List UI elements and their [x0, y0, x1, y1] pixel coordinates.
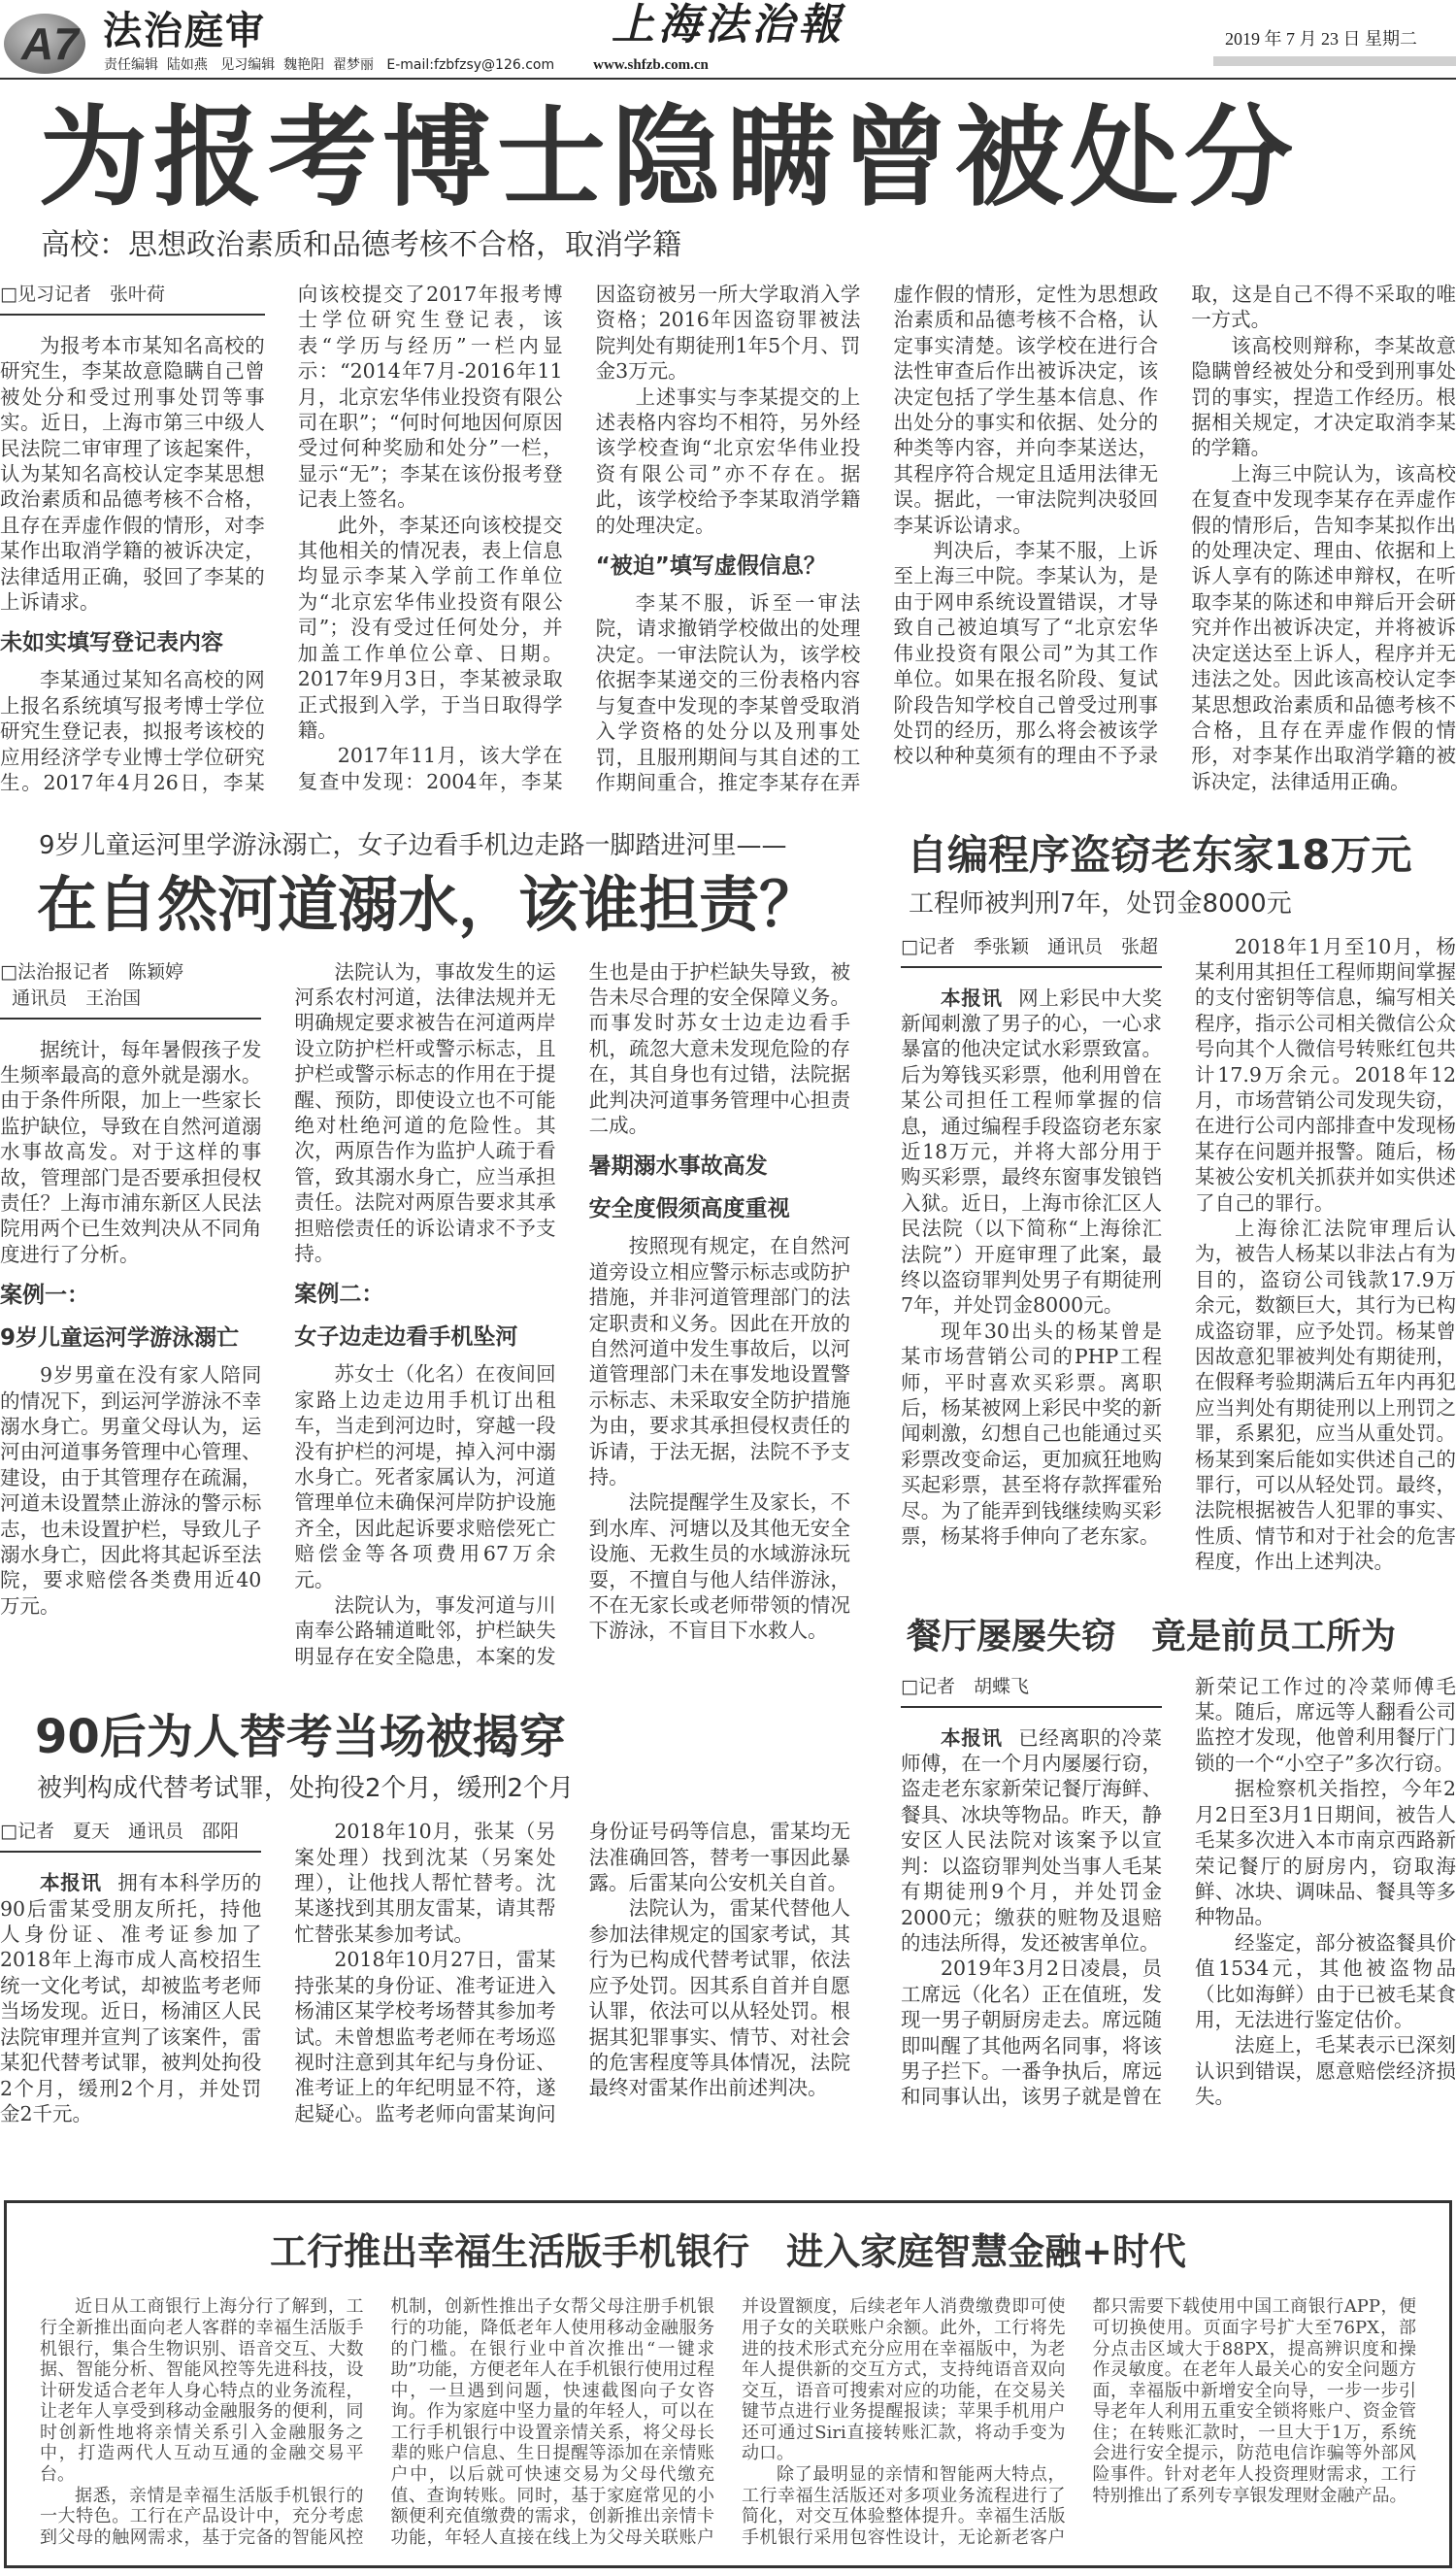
right-column: [901, 829, 1456, 2149]
drowning-kicker: 9岁儿童运河里学游泳溺亡，女子边看手机边走路一脚踏进河里——: [39, 830, 787, 860]
paragraph: [1195, 1930, 1456, 2033]
paragraph: [0, 333, 265, 615]
paragraph-text: 已经离职的冷菜师傅，在一个月内屡屡行窃，盗走老东家新荣记餐厅海鲜、餐具、冰块等物品。昨天，静安区人民法院对该案予以宣判：以盗窃罪判处当事人毛某有期徒刑9个月，并处罚金2000元；缴获的赃物及退赔的违法所得，发还被害单位。: [901, 1725, 1162, 1955]
proxy-exam-article-body: [0, 1819, 850, 2126]
byline-line: 通讯员 王治国: [0, 987, 142, 1009]
paragraph: [1195, 2032, 1456, 2109]
theft-article: [901, 829, 1456, 1575]
theft-subtitle: 工程师被判刑7年，处罚金8000元: [909, 888, 1292, 919]
byline-line: □记者 胡蝶飞: [901, 1675, 1029, 1697]
paragraph-text: 为报考本市某知名高校的研究生，李某故意隐瞒自己曾被处分和受过刑事处罚等事实。近日，上海市第三中级人民法院二审审理了该起案件，认为某知名高校认定李某思想政治素质和品德考核不合格，且存在弄虚作假的情形，对李某作出取消学籍的被诉决定，法律适用正确，驳回了李某的上诉请求。: [0, 334, 265, 615]
paragraph-text: 经鉴定，部分被盗餐具价值1534元，其他被盗物品（比如海鲜）由于已被毛某食用，无法进行鉴定估价。: [1195, 1930, 1456, 2031]
paragraph: [294, 1819, 555, 1947]
restaurant-headline: 餐厅屡屡失窃 竟是前员工所为: [907, 1616, 1397, 1656]
paragraph: [901, 1319, 1162, 1550]
section-title: 法治庭审: [103, 9, 266, 53]
theft-article-body: [901, 934, 1456, 1575]
proxy-exam-article: [0, 1708, 850, 2126]
byline: [0, 959, 261, 1020]
bank-article-body: [40, 2296, 1416, 2548]
paragraph-text: 网上彩民中大奖新闻刺激了男子的心，一心求暴富的他决定试水彩票致富。后为筹钱买彩票，他利用曾在某公司担任工程师掌握的信息，通过编程手段盗窃老东家近18万元，并将大部分用于购买彩票，最终东窗事发锒铛入狱。近日，上海市徐汇区人民法院（以下简称“上海徐汇法院”）开庭审理了此案，最终以盗窃罪判处男子有期徒刑7年，并处罚金8000元。: [901, 986, 1162, 1318]
middle-section: [0, 829, 1456, 2166]
paragraph-text: 法院认为，事发河道与川南奉公路辅道毗邻，护栏缺失明显存在安全隐患，本案的发生也是由于护栏缺失导致，被告未尽合理的安全保障义务。而事发时苏女士边走边看手机，疏忽大意未发现危险的存在，其自身也有过错，法院据此判决河道事务管理中心担责二成。: [294, 959, 850, 1668]
paragraph-text: 据悉，亲情是幸福生活版手机银行的一大特色。工行在产品设计中，充分考虑到父母的触网需求，基于完备的智能风控机制，创新性推出子女帮父母注册手机银行的功能，降低老年人使用移动金融服务的门槛。在银行业中首次推出“一键求助”功能，方便老年人在手机银行使用过程中，一旦遇到问题，快速截图向子女咨询。作为家庭中坚力量的年轻人，可以在工行手机银行中设置亲情关系，将父母长辈的账户信息、生日提醒等添加在亲情账户中，以后就可快速交易为父母代缴充值、查询转账。同时，基于家庭常见的小额便利充值缴费的需求，创新推出亲情卡功能，年轻人直接在线上为父母关联账户并设置额度，后续老年人消费缴费即可使用子女的关联账户余额。此外，工行将先进的技术形式充分应用在幸福版中，为老年人提供新的交互方式，支持纯语音双向交互，语音可搜索对应的功能，在交易关键节点进行业务提醒报读；苹果手机用户还可通过Siri直接转账汇款，将动手变为动口。: [40, 2296, 1066, 2548]
paragraph-text: 据检察机关指控，今年2月2日至3月1日期间，被告人毛某多次进入本市南京西路新荣记餐厅的厨房内，窃取海鲜、冰块、调味品、餐具等多种物品。: [1195, 1777, 1456, 1929]
drowning-headline: 在自然河道溺水，该谁担责？: [37, 868, 820, 940]
subheading: [589, 1152, 850, 1181]
paragraph: [1195, 934, 1456, 1216]
subheading: [0, 628, 265, 657]
paragraph-text: 该高校则辩称，李某故意隐瞒曾经被处分和受到刑事处罚的事实，捏造工作经历。根据相关规定，才决定取消李某的学籍。: [1191, 333, 1456, 460]
paragraph-text: 据统计，每年暑假孩子发生频率最高的意外就是溺水。由于条件所限，加上一些家长监护缺位，导致在自然河道溺水事故高发。对于这样的事故，管理部门是否要承担侵权责任？上海市浦东新区人民法院用两个已生效判决从不同角度进行了分析。: [0, 1037, 262, 1266]
byline-line: □记者 夏天 通讯员 邵阳: [0, 1821, 239, 1843]
paragraph-text: 2018年10月，张某（另案处理）找到沈某（另案处理），让他找人帮忙替考。沈某遂找到其朋友雷某，请其帮忙替张某参加考试。: [294, 1820, 556, 1946]
paragraph-text: 李某通过某知名高校的网上报名系统填写报考博士学位研究生登记表，拟报考该校的应用经济学专业博士学位研究生。2017年4月26日，李某向该校提交了2017年报考博士学位研究生登记表，该表“学历与经历”一栏内显示：“2014年7月-2016年11月，北京宏华伟业投资有限公司在职”；“何时何地因何原因受过何种奖励和处分”一栏，显示“无”；李某在该份报考登记表上签名。: [0, 283, 563, 795]
drowning-article: [0, 829, 850, 1670]
paragraph-text: 2018年10月27日，雷某持张某的身份证、准考证进入杨浦区某学校考场替其参加考试。未曾想监考老师在考场巡视时注意到其年纪与身份证、准考证上的年纪明显不符，遂起疑心。监考老师向雷某询问身份证号码等信息，雷某均无法准确回答，替考一事因此暴露。后雷某向公安机关自首。: [294, 1820, 850, 2125]
paragraph: [589, 1895, 850, 2100]
paragraph-text: 上海三中院认为，该高校在复查中发现李某存在弄虚作假的情形后，告知李某拟作出的处理决定、理由、依据和上诉人享有的陈述申辩权，在听取李某的陈述和申辩后开会研究并作出被诉决定，并将被诉决定送达至上诉人，程序并无违法之处。因此该高校认定李某思想政治素质和品德考核不合格，且存在弄虚作假的情形，对李某作出取消学籍的被诉决定，法律适用正确。: [1191, 461, 1456, 793]
lead-article-body: [0, 282, 1456, 796]
byline: [901, 1674, 1162, 1708]
paragraph-text: 女子边走边看手机坠河: [294, 1324, 518, 1351]
paragraph: [589, 1233, 850, 1489]
byline-line: □记者 季张颖 通讯员 张超: [901, 935, 1158, 957]
paragraph-text: 案例一：: [0, 1283, 89, 1309]
paragraph-text: 上海徐汇法院审理后认为，被告人杨某以非法占有为目的，盗窃公司钱款17.9万余元，数额巨大，其行为已构成盗窃罪，应予处罚。杨某曾因故意犯罪被判处有期徒刑，在假释考验期满后五年内再犯应当判处有期徒刑以上刑罚之罪，系累犯，应当从重处罚。杨某到案后能如实供述自己的罪行，可以从轻处罚。最终，法院根据被告人犯罪的事实、性质、情节和对于社会的危害程度，作出上述判决。: [1195, 1216, 1456, 1574]
paragraph-text: 除了最明显的亲情和智能两大特点，工行幸福生活版还对多项业务流程进行了简化，对交互体验整体提升。幸福生活版手机银行采用包容性设计，无论新老客户都只需要下载使用中国工商银行APP，便可切换使用。页面字号扩大至76PX，部分点击区域大于88PX，提高辨识度和操作灵敏度。在老年人最关心的安全问题方面，幸福版中新增安全向导，一步一步引导老年人利用五重安全锁将账户、资金管住；在转账汇款时，一旦大于1万，系统会进行安全提示，防范电信诈骗等外部风险事件。针对老年人投资理财需求，工行特别推出了系列专享银发理财金融产品。: [742, 2296, 1416, 2548]
paragraph: [0, 1870, 261, 2126]
paragraph-text: 2018年1月至10月，杨某利用其担任工程师期间掌握的支付密钥等信息，编写相关程序，指示公司相关微信公众号向其个人微信号转账红包共计17.9万余元。2018年12月，市场营销公司发现失窃，在进行公司内部排查中发现杨某存在问题并报警。随后，杨某被公安机关抓获并如实供述了自己的罪行。: [1195, 934, 1456, 1215]
paragraph-text: 近日从工商银行上海分行了解到，工行全新推出面向老人客群的幸福生活版手机银行，集合生物识别、语音交互、大数据、智能分析、智能风控等先进科技，设计研发适合老年人身心特点的业务流程，让老年人享受到移动金融服务的便利，同时创新性地将亲情关系引入金融服务之中，打造两代人互动互通的金融交易平台。: [40, 2296, 364, 2486]
paragraph-text: 现年30出头的杨某曾是某市场营销公司的PHP工程师，平时喜欢买彩票。离职后，杨某被网上彩民中奖的新闻刺激，幻想自己也能通过买彩票改变命运，更加疯狂地购买起彩票，甚至将存款挥霍殆尽。为了能弄到钱继续购买彩票，杨某将手伸向了老东家。: [901, 1319, 1162, 1549]
dateline-label: 本报讯: [40, 1871, 102, 1895]
paragraph-text: 未如实填写登记表内容: [0, 630, 223, 656]
proxy-exam-headline: 90后为人替考当场被揭穿: [35, 1710, 566, 1765]
issue-date: 2019 年 7 月 23 日 星期二: [1225, 29, 1417, 49]
left-column: [0, 829, 850, 2166]
drowning-article-body: [0, 959, 850, 1670]
newspaper-logo: 上海法治報: [612, 0, 844, 50]
paragraph: [1191, 333, 1456, 461]
paragraph: [0, 1037, 261, 1268]
subheading: [596, 552, 861, 581]
paragraph-text: 上述事实与李某提交的上述表格内容均不相符，另外经该学校查询“北京宏华伟业投资有限公司”亦不存在。据此，该学校给予李某取消学籍的处理决定。: [595, 385, 861, 537]
paragraph-text: “被迫”填写虚假信息？: [595, 553, 826, 580]
bank-feature-box: [4, 2200, 1452, 2568]
paragraph: [1195, 1776, 1456, 1929]
restaurant-article-body: [901, 1674, 1456, 2110]
theft-headline: 自编程序盗窃老东家18万元: [907, 830, 1412, 879]
paragraph-text: 9岁儿童运河学游泳溺亡: [0, 1325, 240, 1352]
byline-line: □见习记者 张叶荷: [0, 284, 165, 305]
paragraph-text: 此外，李某还向该校提交其他相关的情况表，表上信息均显示李某入学前工作单位为“北京宏华伟业投资有限公司”；没有受过任何处分，并加盖工作单位公章、日期。2017年9月3日，李某被录取正式报到入学，于当日取得学籍。: [297, 513, 563, 742]
byline: [0, 282, 265, 316]
paragraph: [589, 1489, 850, 1643]
paragraph: [1195, 1216, 1456, 1575]
paragraph: [0, 1362, 261, 1619]
page-number: A7: [21, 18, 79, 69]
subheading: [589, 1194, 850, 1223]
paragraph-text: 暑期溺水事故高发: [588, 1154, 768, 1180]
lead-subtitle: 高校：思想政治素质和品德考核不合格，取消学籍: [41, 228, 681, 262]
lead-article: [0, 95, 1456, 796]
paragraph-text: 判决后，李某不服，上诉至上海三中院。李某认为，是由于网申系统设置错误，才导致自己被迫填写了“北京宏华伟业投资有限公司”为其工作单位。如果在报名阶段、复试阶段告知学校自己曾受过刑事处罚的经历，那么将会被该学校以种种莫须有的理由不予录取，这是自己不得不采取的唯一方式。: [893, 283, 1456, 768]
paragraph: [901, 1725, 1162, 1957]
paragraph-text: 安全度假须高度重视: [588, 1196, 790, 1222]
paragraph-text: 拥有本科学历的90后雷某受朋友所托，持他人身份证、准考证参加了2018年上海市成人高校招生统一文化考试，却被监考老师当场发现。近日，杨浦区人民法院审理并宣判了该案件，雷某犯代替考试罪，被判处拘役2个月，缓刑2个月，并处罚金2千元。: [0, 1871, 262, 2125]
paragraph-text: 苏女士（化名）在夜间回家路上边走边用手机订出租车，当走到河边时，穿越一段没有护栏的河堤，掉入河中溺水身亡。死者家属认为，河道管理单位未确保河岸防护设施齐全，因此起诉要求赔偿死亡赔偿金等各项费用67万余元。: [294, 1362, 556, 1591]
restaurant-article: [901, 1614, 1456, 2110]
lead-headline: 为报考博士隐瞒曾被处分: [39, 95, 1299, 221]
paragraph: [901, 986, 1162, 1319]
paragraph-text: 李某不服，诉至一审法院，请求撤销学校做出的处理决定。一审法院认为，该学校依据李某递交的三份表格内容与复查中发现的李某曾受取消入学资格的处分以及刑事处罚，且服刑期间与其自述的工作期间重合，推定李某存在弄虚作假的情形，定性为思想政治素质和品德考核不合格，认定事实清楚。该学校在进行合法性审查后作出被诉决定，该决定包括了学生基本信息、作出处分的事实和依据、处分的种类等内容，并向李某送达，其程序符合规定且适用法律无误。据此，一审法院判决驳回李某诉讼请求。: [595, 283, 1159, 794]
subheading: [0, 1323, 261, 1353]
paragraph-text: 按照现有规定，在自然河道旁设立相应警示标志或防护措施，并非河道管理部门的法定职责和义务。因此在开放的自然河道中发生事故后，以河道管理部门未在事发地设置警示标志、未采取安全防护措施为由，要求其承担侵权责任的诉请，于法无据，法院不予支持。: [588, 1234, 850, 1489]
paragraph: [596, 385, 861, 538]
paragraph-text: 法院认为，雷某代替他人参加法律规定的国家考试，其行为已构成代替考试罪，依法应予处罚。因其系自首并自愿认罪，依法可以从轻处罚。根据其犯罪事实、情节、对社会的危害程度等具体情况，法院最终对雷某作出前述判决。: [588, 1896, 850, 2100]
website-link[interactable]: www.shfzb.com.cn: [593, 57, 709, 73]
subheading: [294, 1280, 555, 1309]
paragraph-text: 9岁男童在没有家人陪同的情况下，到运河学游泳不幸溺水身亡。男童父母认为，运河由河道事务管理中心管理、建设，由于其管理存在疏漏，河道未设置禁止游泳的警示标志，也未设置护栏，导致儿子溺水身亡，因此将其起诉至法院，要求赔偿各类费用近40万元。: [0, 1363, 262, 1618]
paragraph: [294, 1361, 555, 1592]
paragraph: [1191, 461, 1456, 794]
paragraph-text: 法院认为，事故发生的运河系农村河道，法律法规并无明确规定要求被告在河道两岸设立防护栏杆或警示标志，且护栏或警示标志的作用在于提醒、预防，即使设立也不可能绝对杜绝河道的危险性。其次，两原告作为监护人疏于看管，致其溺水身亡，应当承担责任。法院对两原告要求其承担赔偿责任的诉讼请求不予支持。: [294, 959, 556, 1265]
paragraph-text: 法院提醒学生及家长，不到水库、河塘以及其他无安全设施、无救生员的水域游泳玩耍，不擅自与他人结伴游泳，不在无家长或老师带领的情况下游泳，不盲目下水救人。: [588, 1490, 850, 1643]
bank-headline: 工行推出幸福生活版手机银行 进入家庭智慧金融+时代: [270, 2230, 1186, 2274]
paragraph-text: 2019年3月2日凌晨，员工席远（化名）正在值班，发现一男子朝厨房走去。席远随即叫醒了其他两名同事，将该男子拦下。一番争执后，席远和同事认出，该男子就是曾在新荣记工作过的冷菜师傅毛某。随后，席远等人翻看公司监控才发现，他曾利用餐厅门锁的一个“小空子”多次行窃。: [901, 1674, 1456, 2109]
editor-credits: 责任编辑 陆如燕 见习编辑 魏艳阳 翟梦丽 E-mail:fzbfzsy@126.com: [104, 57, 555, 73]
paragraph: [294, 959, 555, 1267]
paragraph-text: 案例二：: [294, 1282, 384, 1308]
subheading: [0, 1281, 261, 1310]
proxy-exam-subtitle: 被判构成代替考试罪，处拘役2个月，缓刑2个月: [37, 1774, 575, 1804]
dateline-label: 本报讯: [941, 1725, 1003, 1750]
paragraph: [40, 2296, 364, 2485]
byline: [0, 1819, 261, 1853]
byline-line: □法治报记者 陈颖婷: [0, 960, 183, 983]
subheading: [294, 1322, 555, 1352]
paragraph-text: 2017年11月，该大学在复查中发现：2004年，李某因盗窃被另一所大学取消入学资格；2016年因盗窃罪被法院判处有期徒刑1年5个月、罚金3万元。: [297, 283, 861, 793]
dateline-label: 本报讯: [941, 986, 1003, 1010]
paragraph-text: 法庭上，毛某表示已深刻认识到错误，愿意赔偿经济损失。: [1195, 2033, 1456, 2109]
paragraph: [298, 513, 563, 744]
byline: [901, 934, 1162, 968]
